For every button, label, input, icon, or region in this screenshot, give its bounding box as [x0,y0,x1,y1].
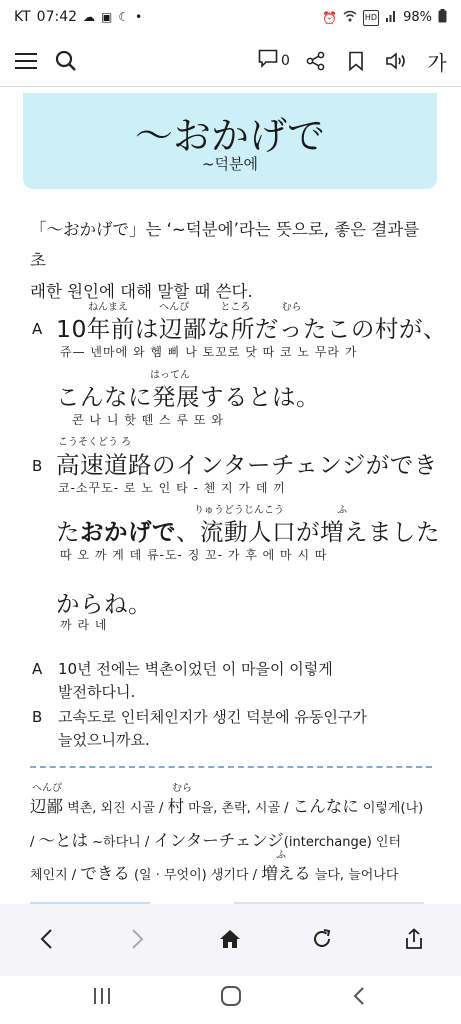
image-icon: ▣ [101,10,113,24]
battery-percent: 98% [403,10,432,25]
forward-arrow-icon[interactable] [118,924,158,954]
translation-b [58,706,367,752]
signal-icon [385,10,397,25]
clock: 07:42 [36,9,78,25]
vocab-meaning: 마을, 촌락, 시골 / [184,801,293,816]
home-icon[interactable] [210,924,250,954]
status-right [322,9,447,26]
status-bar [0,0,461,34]
back-icon[interactable] [352,986,366,1012]
vocab-term: できる [80,864,130,883]
vocab-meaning: (일 · 무엇이) 생기다 / [129,868,262,883]
title-card [23,93,437,189]
comment-icon [258,49,278,74]
translation-a-line-1: 10년 전에는 벽촌이었던 이 마을이 이렇게 [58,660,333,678]
vocab-term: こんなに [292,797,359,816]
translation-a [58,658,333,704]
vocab-term: 増える [261,864,311,883]
vocab-furigana-fu: ふ [276,850,286,861]
vocab-meaning: 이렇게(나) [358,801,424,816]
speaker-icon[interactable] [382,46,412,76]
speaker-b-label: B [32,457,43,475]
comment-button[interactable] [254,46,294,76]
vocab-term: インターチェンジ [153,831,284,850]
bookmark-icon[interactable] [342,46,370,76]
dialogue-b-line-1: 高速道路のインターチェンジができ [56,451,438,479]
vocab-row-3 [30,860,430,884]
furigana-a2: はってん [150,370,190,381]
vocab-term: ～とは [38,831,89,850]
dialogue-b-line-2-pre: た [56,518,80,546]
vocab-term: 村 [167,797,185,816]
section-divider [30,766,432,768]
translation-b-label: B [32,708,43,726]
vocab-meaning: (interchange) 인터 [283,835,402,850]
refresh-icon[interactable] [302,924,342,954]
dot-icon: • [135,10,143,24]
share-icon[interactable] [394,924,434,954]
font-size-button[interactable]: 가 [427,50,447,75]
key-expression-okagede: おかげで [80,518,176,546]
translation-a-line-2: 발전하다니. [58,683,136,701]
alarm-icon: ⏰ [321,10,337,25]
vocab-separator: / [30,835,39,850]
intro-paragraph [30,214,440,307]
page-subtitle: ~덕분에 [201,155,259,173]
dialogue-b-line-2 [56,513,440,547]
wifi-icon [343,10,357,25]
reading-b2: 따 오 까 게 데 류-도- 징 꼬- 가 후 에 마 시 따 [60,548,328,562]
intro-line-2: 래한 원인에 대해 말할 때 쓴다. [30,282,253,301]
intro-line-1: 「～おかげで」는 ‘~덕분에’라는 뜻으로, 좋은 결과를 초 [30,220,420,270]
top-toolbar [0,36,461,87]
menu-icon[interactable] [12,46,40,76]
vocab-meaning: 벽촌, 외진 시골 / [63,801,168,816]
reading-b1: 코-소꾸도- 로 노 인 타 - 첸 지 가 데 끼 [58,481,286,495]
home-circle-icon[interactable] [220,986,242,1012]
page-title: ～おかげで [134,114,325,158]
dialogue-a-line-2: こんなに発展するとは。 [56,383,320,411]
reading-b3: 까 라 네 [60,618,108,632]
vocab-furigana-mura: むら [172,783,192,794]
furigana-b1: こうそくどう ろ [58,437,132,448]
back-arrow-icon[interactable] [26,924,66,954]
vocab-meaning: 체인지 / [30,868,81,883]
furigana-b2: りゅうどうじんこう ふ [194,505,348,516]
speaker-a-label: A [32,320,43,338]
vocab-term: 辺鄙 [30,797,63,816]
hd-icon: HD [363,10,379,26]
share-nodes-icon[interactable] [302,46,330,76]
vocab-meaning: 늘다, 늘어나다 [310,868,399,883]
dialogue-b-line-3: からね。 [56,590,152,618]
search-icon[interactable] [52,46,80,76]
moon-icon: ☾ [118,10,130,24]
browser-nav-bar [0,904,461,976]
system-nav-bar [0,976,461,1024]
dialogue-b-line-2-post: 、流動人口が増えました [176,518,440,546]
translation-b-line-2: 늘었으니까요. [58,731,150,749]
reading-a2: 콘 나 니 핫 뗀 스 루 또 와 [72,413,224,427]
dialogue-a-line-1: 10年前は辺鄙な所だったこの村が、 [56,315,447,343]
vocab-furigana-henpi: へんぴ [32,783,62,794]
furigana-a1: ねんまえ へんぴ ところ むら [88,302,302,313]
recent-apps-icon[interactable] [92,986,112,1011]
vocab-row-2 [30,827,430,851]
vocab-row-1 [30,793,430,817]
translation-a-label: A [32,660,43,678]
cloud-icon: ☁ [83,10,96,24]
vocab-meaning: ~하다니 / [88,835,154,850]
reading-a1: 쥬— 넨마에 와 헴 삐 나 토꼬로 닷 따 코 노 무라 가 [60,345,358,359]
carrier-label: KT [14,9,31,25]
comment-count: 0 [281,53,290,69]
status-left [14,9,142,25]
translation-b-line-1: 고속도로 인터체인지가 생긴 덕분에 유동인구가 [58,708,367,726]
battery-icon [438,9,447,26]
